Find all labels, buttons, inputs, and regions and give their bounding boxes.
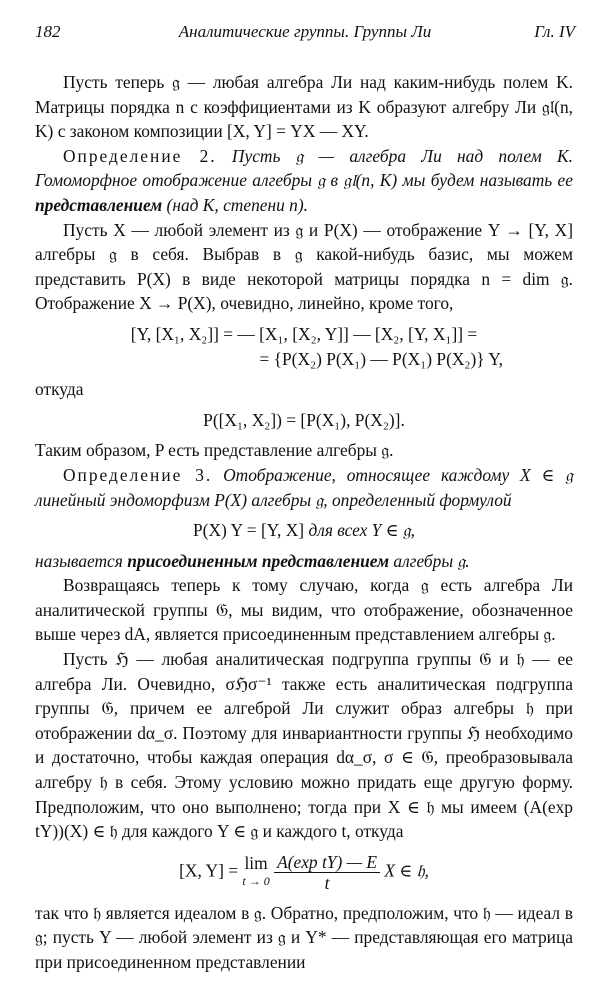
equation-1-line-1: [Y, [X₁, X₂]] = — [X₁, [X₂, Y]] — [X₂, [Y, X₁]] = [130, 323, 478, 344]
fraction-denominator: t [324, 872, 330, 893]
definition-3-label: Определение 3. [63, 464, 213, 485]
definition-2-text: Пусть 𝔤 — алгебра Ли над полем K. Гомоморфное отображение алгебры 𝔤 в 𝔤𝔩(n, K) мы будем называть ее [35, 145, 573, 191]
fraction [274, 852, 380, 893]
definition-3-text: Отображение, относящее каждому X ∈ 𝔤 линейный эндоморфизм P(X) алгебры 𝔤, определенный формулой [35, 464, 573, 510]
limit-subscript: t → 0 [242, 874, 270, 889]
paragraph-1: Пусть теперь 𝔤 — любая алгебра Ли над каким-нибудь полем K. Матрицы порядка n с коэффициентами из K образуют алгебру Ли 𝔤𝔩(n, K) с законом композиции [X, Y] = YX — XY. [35, 72, 573, 142]
fraction-numerator: A(exp tY) — E [274, 852, 380, 873]
definition-3-called: называется [35, 550, 123, 571]
paragraph-2: Пусть X — любой элемент из 𝔤 и P(X) — отображение Y → [Y, X] алгебры 𝔤 в себя. Выбрав в 𝔤 какой-нибудь базис, мы можем представить P(X) в виде некоторой матрицы порядка n = dim 𝔤. Отображение X → P(X), очевидно, линейно, кроме того, [35, 219, 573, 314]
paragraph-6: так что 𝔥 является идеалом в 𝔤. Обратно, предположим, что 𝔥 — идеал в 𝔤; пусть Y — любой элемент из 𝔤 и Y* — представляющая его матрица при присоединенном представлении [35, 902, 573, 972]
equation-4 [35, 852, 573, 893]
definition-2-label: Определение 2. [63, 145, 217, 166]
body-text [35, 70, 573, 975]
equation-4-left: [X, Y] = [179, 860, 239, 881]
running-header [35, 22, 575, 46]
equation-4-right: X ∈ 𝔥, [384, 860, 429, 881]
definition-3-end: алгебры 𝔤. [393, 550, 470, 571]
limit-operator [242, 854, 269, 890]
definition-3-term: присоединенным представлением [127, 550, 390, 571]
paragraph-4: Возвращаясь теперь к тому случаю, когда 𝔤 есть алгебра Ли аналитической группы 𝔊, мы видим, что отображение, обозначенное выше через dA, является присоединенным представлением алгебры 𝔤. [35, 575, 573, 645]
equation-3-formula: P(X) Y = [Y, X] [193, 520, 305, 541]
paragraph-5: Пусть ℌ — любая аналитическая подгруппа группы 𝔊 и 𝔥 — ее алгебра Ли. Очевидно, σℌσ⁻¹ также есть аналитическая подгруппа группы 𝔊, причем ее алгеброй Ли служит образ алгебры 𝔥 при отображении dα_σ. Поэтому для инвариантности группы ℌ необходимо и достаточно, чтобы каждая операция dα_σ, σ ∈ 𝔊, преобразовывала алгебру 𝔥 в себя. Этому условию можно придать еще другую форму. Предположим, что оно выполнено; тогда при X ∈ 𝔥 мы имеем (A(exp tY))(X) ∈ 𝔥 для каждого Y ∈ 𝔤 и каждого t, откуда [35, 649, 573, 842]
definition-3 [35, 463, 573, 512]
definition-2-term: представлением [35, 194, 163, 215]
chapter-label: Гл. IV [534, 22, 575, 41]
equation-3-tail: для всех Y ∈ 𝔤, [308, 520, 415, 541]
definition-2 [35, 144, 573, 218]
equation-2: P([X₁, X₂]) = [P(X₁), P(X₂)]. [203, 409, 405, 430]
running-title: Аналитические группы. Группы Ли [178, 22, 432, 41]
definition-3-conclusion [35, 549, 573, 574]
page-number: 182 [35, 22, 61, 41]
equation-1-line-2: = {P(X₂) P(X₁) — P(X₁) P(X₂)} Y, [259, 348, 503, 369]
otkuda-text: откуда [35, 379, 84, 400]
paragraph-3: Таким образом, P есть представление алгебры 𝔤. [35, 440, 394, 461]
definition-2-tail: (над K, степени n). [166, 194, 308, 215]
equation-3 [35, 518, 573, 543]
limit-word: lim [244, 853, 268, 874]
